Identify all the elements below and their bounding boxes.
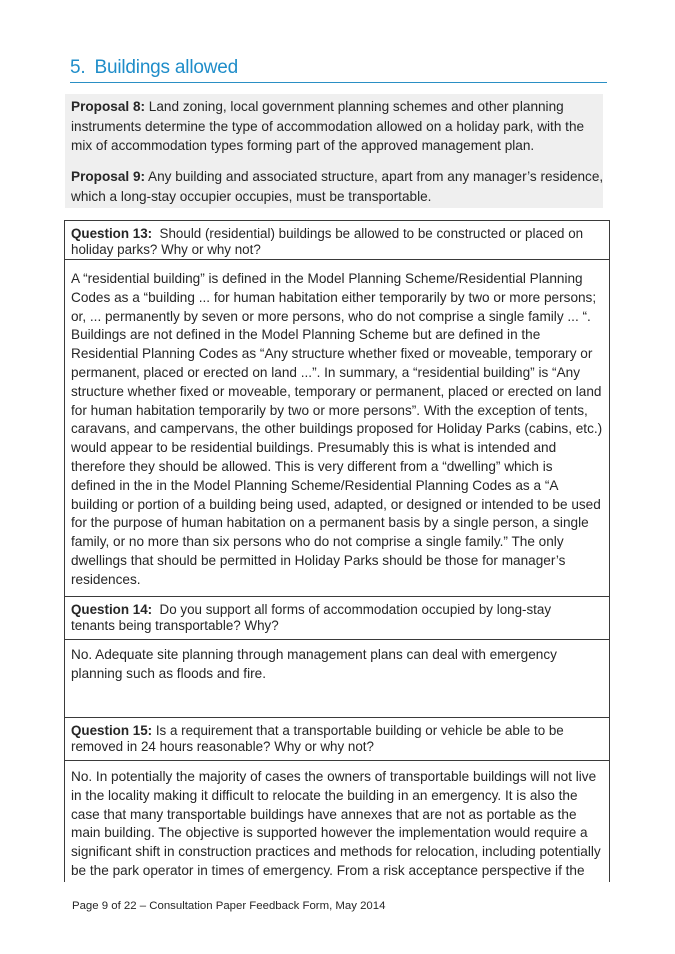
answer-text-line: or, ... permanently by seven or more persons, who do not comprise a single family ... “. — [71, 308, 591, 324]
section-title: Buildings allowed — [94, 57, 238, 78]
answer-text-line: permanent, placed or erected on land ...”. In summary, a “residential building” is “Any — [71, 364, 581, 380]
proposal-9 — [65, 160, 603, 208]
answer-text-line: family, or no more than six persons who do not comprise a single family.” The only — [71, 534, 564, 550]
answer-text-line: building or portion of a building being used, adapted, or designed or intended to be used — [71, 496, 601, 512]
question-text-line: Is a requirement that a transportable building or vehicle be able to be — [152, 723, 564, 738]
answer-text-line: be the park operator in times of emergency. From a risk acceptance perspective if the — [71, 862, 585, 878]
answer-text-line: residences. — [71, 571, 141, 587]
answer-text-line: Residential Planning Codes as “Any structure whether fixed or moveable, temporary or — [71, 346, 593, 362]
answer-text-line: would appear to be residential buildings. Presumably this is what is intended and — [71, 440, 557, 456]
answer-text-line: caravans, and campervans, the other buildings proposed for Holiday Parks (cabins, etc.) — [71, 421, 603, 437]
answer-text-line: No. In potentially the majority of cases the owners of transportable buildings will not live — [71, 769, 597, 784]
answer-text-line: therefore they should be allowed. This is very different from a “dwelling” which is — [71, 458, 553, 474]
question-15-cell — [65, 718, 609, 761]
question-14-cell — [65, 597, 609, 640]
section-heading — [70, 56, 607, 83]
answer-text-line: Buildings are not defined in the Model Planning Scheme but are defined in the — [71, 327, 541, 343]
question-label: Question 14: — [71, 602, 153, 617]
answer-text-line: Codes as a “building ... for human habitation either temporarily by two or more persons; — [71, 289, 597, 305]
proposal-label: Proposal 9: — [71, 169, 146, 184]
answer-text-line: significant shift in construction practices and methods for relocation, including potentially — [71, 844, 601, 860]
answer-text-line: defined in the in the Model Planning Scheme/Residential Planning Codes as a “A — [71, 477, 559, 493]
page-footer: Page 9 of 22 – Consultation Paper Feedback Form, May 2014 — [72, 900, 386, 912]
question-text-line: removed in 24 hours reasonable? Why or why not? — [71, 738, 374, 754]
answer-text-line: planning such as floods and fire. — [71, 665, 266, 681]
proposal-text-line: instruments determine the type of accommodation allowed on a holiday park, with the — [71, 118, 585, 134]
proposal-8 — [65, 94, 603, 160]
proposal-text-line: Any building and associated structure, apart from any manager’s residence, — [145, 169, 604, 184]
answer-13-cell[interactable] — [65, 260, 609, 597]
answer-text-line: structure whether fixed or moveable, temporary or permanent, placed or erected on land — [71, 383, 602, 399]
answer-text-line: dwellings that should be permitted in Holiday Parks should be those for manager’s — [71, 552, 566, 568]
proposal-text-line: mix of accommodation types forming part of the approved management plan. — [71, 138, 535, 154]
question-text-line: Should (residential) buildings be allowed to be constructed or placed on — [152, 226, 584, 241]
question-label: Question 13: — [71, 226, 153, 241]
question-13-cell — [65, 221, 609, 260]
questions-table — [64, 220, 610, 882]
question-text-line: tenants being transportable? Why? — [71, 617, 279, 633]
question-text-line: holiday parks? Why or why not? — [71, 241, 261, 257]
answer-text-line: in the locality making it difficult to relocate the building in an emergency. It is also the — [71, 787, 578, 803]
answer-text-line: main building. The objective is supported however the implementation would require a — [71, 825, 588, 841]
answer-text-line: for the purpose of human habitation on a permanent basis by a single person, a single — [71, 515, 589, 531]
question-text-line: Do you support all forms of accommodation occupied by long-stay — [152, 602, 552, 617]
answer-text-line: No. Adequate site planning through management plans can deal with emergency — [71, 647, 557, 662]
question-label: Question 15: — [71, 723, 153, 738]
answer-15-cell[interactable] — [65, 761, 609, 882]
proposal-text-line: which a long-stay occupier occupies, must be transportable. — [71, 188, 432, 204]
answer-14-cell[interactable] — [65, 640, 609, 718]
answer-text-line: for human habitation temporarily by two or more persons”. With the exception of tents, — [71, 402, 588, 418]
proposal-label: Proposal 8: — [71, 99, 146, 114]
proposal-text-line: Land zoning, local government planning schemes and other planning — [145, 99, 564, 114]
answer-text-line: A “residential building” is defined in the Model Planning Scheme/Residential Planning — [71, 271, 583, 286]
answer-text-line: case that many transportable buildings have annexes that are not as portable as the — [71, 806, 577, 822]
section-number: 5. — [70, 57, 86, 78]
